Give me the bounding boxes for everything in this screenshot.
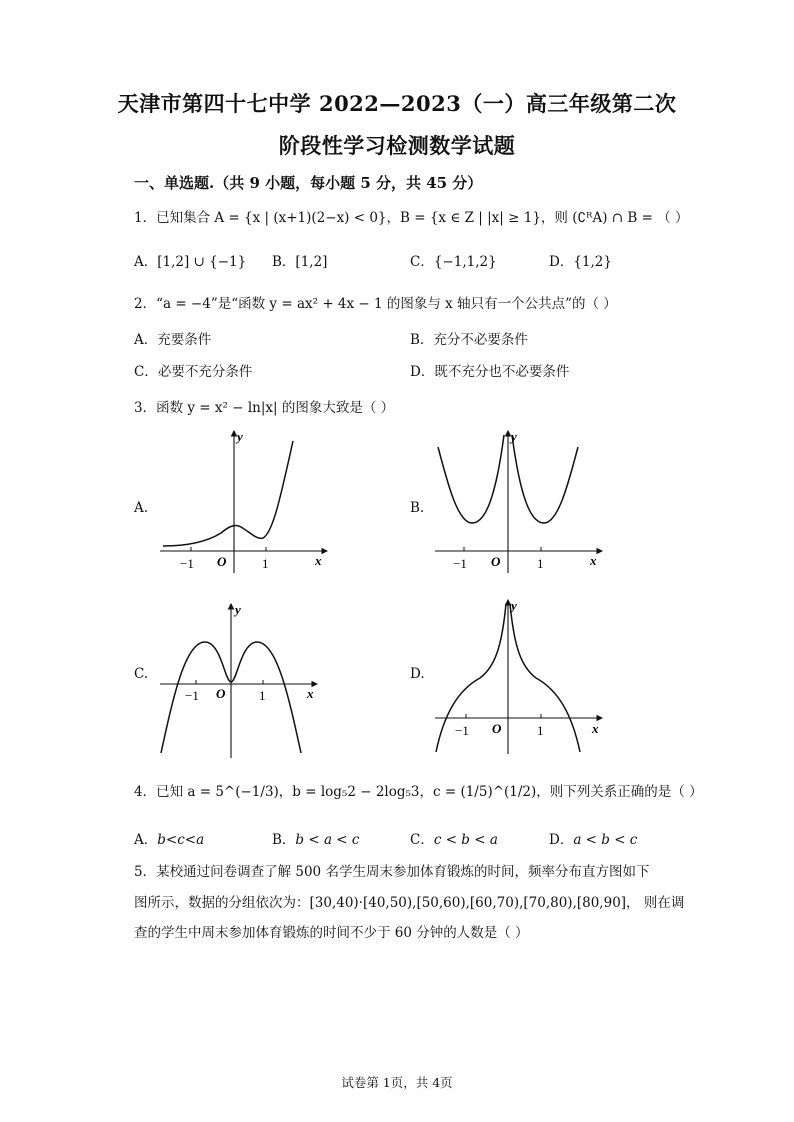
option-label: B． bbox=[272, 832, 296, 848]
y-label: y bbox=[511, 429, 517, 444]
origin-label: O bbox=[217, 554, 227, 569]
option-label: D． bbox=[410, 364, 435, 380]
option-label: A． bbox=[134, 832, 158, 848]
q2-option-c bbox=[134, 360, 252, 380]
q4-option-d bbox=[549, 828, 637, 848]
q2-option-a bbox=[134, 328, 211, 348]
option-label: D． bbox=[549, 254, 574, 270]
origin-label: O bbox=[492, 721, 502, 736]
option-text: {−1,1,2} bbox=[433, 254, 497, 270]
question-2-stem: 2．“a = −4”是“函数 y = ax² + 4x − 1 的图象与 x 轴只有一个公共点”的（ ） bbox=[134, 296, 617, 312]
title-line-2: 阶段性学习检测数学试题 bbox=[278, 133, 516, 158]
q2-option-b bbox=[410, 328, 528, 348]
graph-d bbox=[430, 594, 610, 759]
graph-a bbox=[155, 425, 335, 575]
question-5-line-1: 5．某校通过问卷调查了解 500 名学生周末参加体育锻炼的时间，频率分布直方图如下 bbox=[134, 864, 650, 880]
option-text: b<c<a bbox=[157, 832, 205, 848]
x-label: x bbox=[590, 553, 597, 568]
curve bbox=[163, 441, 293, 546]
option-text: [1,2] bbox=[295, 254, 328, 270]
tick-one: 1 bbox=[537, 723, 544, 738]
tick-neg-one: −1 bbox=[185, 688, 199, 703]
option-text: {1,2} bbox=[573, 254, 612, 270]
graph-d-label: D. bbox=[410, 666, 425, 682]
q4-option-a bbox=[134, 828, 204, 848]
x-label: x bbox=[315, 553, 322, 568]
option-text: a < b < c bbox=[573, 832, 638, 848]
tick-neg-one: −1 bbox=[455, 723, 469, 738]
origin-label: O bbox=[216, 686, 226, 701]
option-label: D． bbox=[549, 832, 574, 848]
tick-one: 1 bbox=[537, 556, 544, 571]
graph-b-label: B. bbox=[410, 500, 425, 516]
q4-option-c bbox=[410, 828, 498, 848]
question-5-line-3: 查的学生中周末参加体育锻炼的时间不少于 60 分钟的人数是（ ） bbox=[134, 925, 529, 941]
curve-right bbox=[512, 435, 578, 523]
q1-option-c bbox=[410, 250, 497, 270]
graph-c-label: C. bbox=[134, 666, 149, 682]
x-label: x bbox=[307, 686, 314, 701]
q1-option-b bbox=[272, 250, 327, 270]
option-label: C． bbox=[410, 832, 434, 848]
q4-option-b bbox=[272, 828, 359, 848]
question-3-stem: 3．函数 y = x² − ln|x| 的图象大致是（ ） bbox=[134, 400, 395, 416]
option-text: 充要条件 bbox=[157, 332, 212, 348]
option-label: A． bbox=[134, 254, 158, 270]
tick-one: 1 bbox=[259, 688, 266, 703]
option-text: 既不充分也不必要条件 bbox=[434, 364, 570, 380]
option-text: b < a < c bbox=[295, 832, 360, 848]
y-label: y bbox=[235, 602, 241, 617]
option-text: 充分不必要条件 bbox=[433, 332, 528, 348]
tick-neg-one: −1 bbox=[453, 556, 467, 571]
option-label: C． bbox=[410, 254, 434, 270]
graph-c bbox=[155, 598, 335, 763]
section-heading: 一、单选题.（共 9 小题，每小题 5 分，共 45 分） bbox=[134, 174, 483, 192]
y-label: y bbox=[511, 598, 517, 613]
option-label: C． bbox=[134, 364, 158, 380]
question-4-stem: 4．已知 a = 5^(−1/3)，b = log₅2 − 2log₅3，c = (1/5)^(1/2)，则下列关系正确的是（ ） bbox=[134, 784, 703, 800]
graph-a-label: A. bbox=[134, 500, 149, 516]
y-label: y bbox=[237, 429, 243, 444]
tick-one: 1 bbox=[262, 556, 269, 571]
x-label: x bbox=[592, 721, 599, 736]
tick-neg-one: −1 bbox=[180, 556, 194, 571]
option-text: [1,2] ∪ {−1} bbox=[157, 254, 247, 270]
title-line-1: 天津市第四十七中学 2022—2023（一）高三年级第二次 bbox=[117, 91, 677, 116]
option-label: B． bbox=[410, 332, 434, 348]
origin-label: O bbox=[491, 554, 501, 569]
page-footer: 试卷第 1页，共 4页 bbox=[341, 1075, 453, 1090]
option-label: B． bbox=[272, 254, 296, 270]
option-text: 必要不充分条件 bbox=[157, 364, 253, 380]
option-label: A． bbox=[134, 332, 158, 348]
curve-left bbox=[438, 435, 504, 523]
option-text: c < b < a bbox=[433, 832, 498, 848]
question-1-stem: 1．已知集合 A = {x | (x+1)(2−x) < 0}，B = {x ∈ Z | |x| ≥ 1}，则 (∁ᴿA) ∩ B = （ ） bbox=[134, 210, 689, 226]
curve-right bbox=[510, 604, 580, 752]
graph-b bbox=[430, 425, 610, 575]
q1-option-a bbox=[134, 250, 246, 270]
q1-option-d bbox=[549, 250, 612, 270]
question-5-line-2: 图所示，数据的分组依次为：[30,40)·[40,50),[50,60),[60,70),[70,80),[80,90]， 则在调 bbox=[134, 895, 685, 911]
q2-option-d bbox=[410, 360, 569, 380]
